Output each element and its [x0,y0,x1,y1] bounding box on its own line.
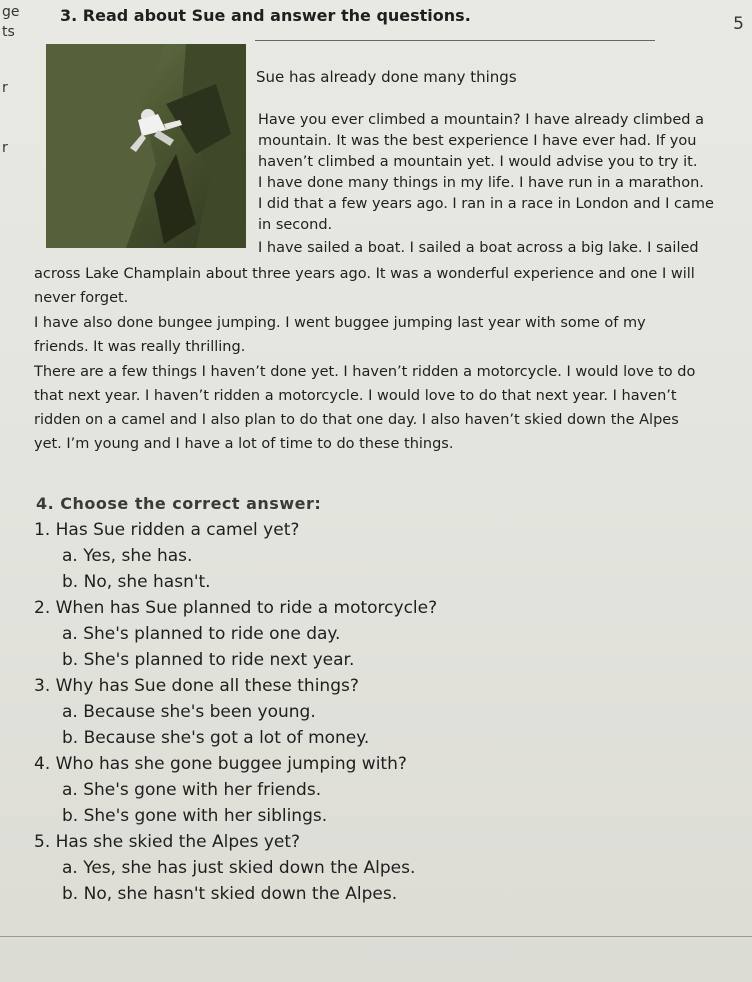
story-line: There are a few things I haven’t done yet. I haven’t ridden a motorcycle. I would love to do [34,364,696,380]
answer-rule [255,40,655,41]
page-bottom-rule [0,936,752,937]
question-3: 3. Why has Sue done all these things? [34,676,359,696]
story-line: I have sailed a boat. I sailed a boat across a big lake. I sailed [258,240,699,256]
option-1a: a. Yes, she has. [62,546,193,566]
story-line: haven’t climbed a mountain yet. I would advise you to try it. [258,154,698,170]
story-line: in second. [258,217,333,233]
option-1b: b. No, she hasn't. [62,572,211,592]
edge-text: ge [2,4,20,20]
option-2a: a. She's planned to ride one day. [62,624,341,644]
story-line: yet. I’m young and I have a lot of time to do these things. [34,436,454,452]
story-line: friends. It was really thrilling. [34,339,246,355]
question-1: 1. Has Sue ridden a camel yet? [34,520,300,540]
story-line: that next year. I haven’t ridden a motorcycle. I would love to do that next year. I haven’t [34,388,677,404]
question-4: 4. Who has she gone buggee jumping with? [34,754,407,774]
story-title: Sue has already done many things [256,68,517,86]
option-5a: a. Yes, she has just skied down the Alpes. [62,858,416,878]
option-3a: a. Because she's been young. [62,702,316,722]
option-4a: a. She's gone with her friends. [62,780,322,800]
story-line: I have also done bungee jumping. I went buggee jumping last year with some of my [34,315,646,331]
option-3b: b. Because she's got a lot of money. [62,728,370,748]
section-4-heading: 4. Choose the correct answer: [36,494,322,513]
question-2: 2. When has Sue planned to ride a motorcycle? [34,598,438,618]
option-2b: b. She's planned to ride next year. [62,650,355,670]
section-3-heading: 3. Read about Sue and answer the questions. [60,6,471,25]
story-line: I have done many things in my life. I have run in a marathon. [258,175,704,191]
option-5b: b. No, she hasn't skied down the Alpes. [62,884,398,904]
page-number: 5 [733,14,744,34]
story-line: Have you ever climbed a mountain? I have already climbed a [258,112,705,128]
story-line: never forget. [34,290,129,306]
question-5: 5. Has she skied the Alpes yet? [34,832,301,852]
story-line: ridden on a camel and I also plan to do that one day. I also haven’t skied down the Alpes [34,412,679,428]
edge-text: r [2,80,8,96]
edge-text: r [2,140,8,156]
story-line: mountain. It was the best experience I have ever had. If you [258,133,697,149]
option-4b: b. She's gone with her siblings. [62,806,328,826]
story-line: across Lake Champlain about three years ago. It was a wonderful experience and one I will [34,266,695,282]
edge-text: ts [2,24,15,40]
story-line: I did that a few years ago. I ran in a race in London and I came [258,196,714,212]
rock-climber-photo [46,44,246,248]
